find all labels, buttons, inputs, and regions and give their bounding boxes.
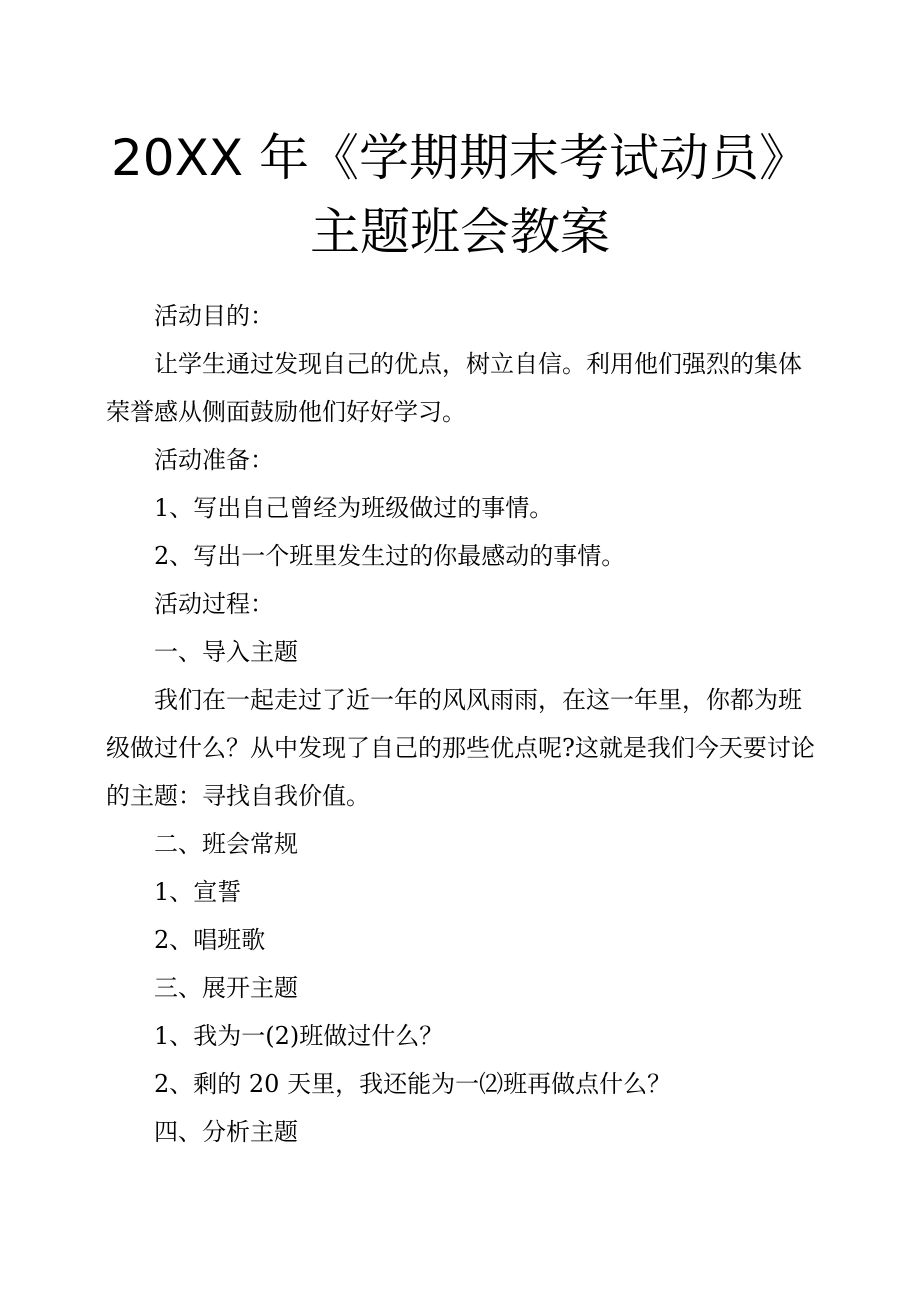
section-1-text-line2: 级做过什么？从中发现了自己的那些优点呢?这就是我们今天要讨论 [106,734,815,762]
document-title-line2: 主题班会教案 [310,203,610,261]
section-3-item-1: 1、我为一(2)班做过什么？ [154,1022,444,1050]
purpose-text-line1: 让学生通过发现自己的优点，树立自信。利用他们强烈的集体 [154,350,802,378]
section-2-item-2: 2、唱班歌 [154,926,266,954]
process-heading: 活动过程： [154,590,274,618]
preparation-heading: 活动准备： [154,446,274,474]
section-3-item-2: 2、剩的 20 天里，我还能为一⑵班再做点什么？ [154,1070,672,1098]
purpose-heading: 活动目的： [154,302,274,330]
preparation-item-2: 2、写出一个班里发生过的你最感动的事情。 [154,542,626,570]
document-body [106,292,834,1156]
section-1-heading: 一、导入主题 [154,638,298,666]
preparation-item-1: 1、写出自己曾经为班级做过的事情。 [154,494,554,522]
section-3-heading: 三、展开主题 [154,974,298,1002]
section-2-item-1: 1、宣誓 [154,878,242,906]
section-4-heading: 四、分析主题 [154,1118,298,1146]
document-title-line1: 20XX 年《学期期末考试动员》 [110,129,810,187]
section-2-heading: 二、班会常规 [154,830,298,858]
section-1-text-line3: 的主题：寻找自我价值。 [106,782,370,810]
section-1-text-line1: 我们在一起走过了近一年的风风雨雨，在这一年里，你都为班 [154,686,802,714]
purpose-text-line2: 荣誉感从侧面鼓励他们好好学习。 [106,398,466,426]
